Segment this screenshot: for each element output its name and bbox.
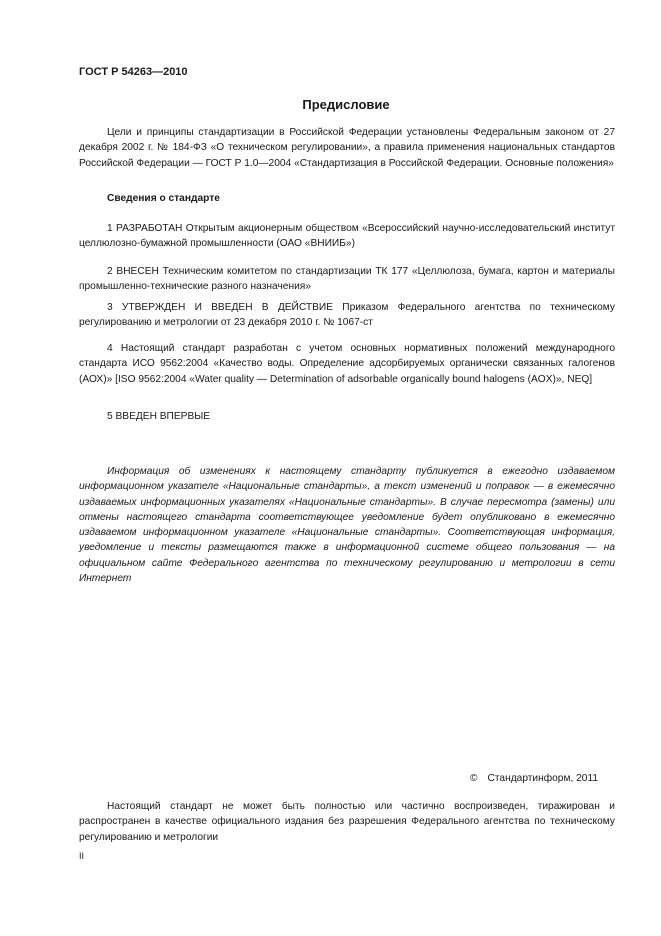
info-item-3 — [79, 300, 615, 331]
info-item-text: 3 УТВЕРЖДЕН И ВВЕДЕН В ДЕЙСТВИЕ Приказом Федерального агентства по техническому регулированию и метрологии от 23 декабря 2010 г. № 1067-ст — [79, 302, 615, 329]
intro-text: Цели и принципы стандартизации в Российской Федерации установлены Федеральным законом от 27 декабря 2002 г. № 184-ФЗ «О техническом регулировании», а правила применения национальных стандартов Российской Федерации — ГОСТ Р 1.0—2004 «Стандартизация в Российской Федерации. Основные положения» — [79, 127, 615, 169]
info-item-text: 1 РАЗРАБОТАН Открытым акционерным обществом «Всероссийский научно-исследовательский институт целлюлозно-бумажной промышленности (ОАО «ВНИИБ») — [79, 223, 615, 250]
reproduction-notice-text: Настоящий стандарт не может быть полностью или частично воспроизведен, тиражирован и распространен в качестве официального издания без разрешения Федерального агентства по техническому регулированию и метрологии — [79, 801, 615, 843]
info-item-4 — [79, 341, 615, 387]
intro-paragraph — [79, 125, 615, 171]
copyright-symbol: © — [470, 773, 478, 784]
changes-notice-text: Информация об изменениях к настоящему стандарту публикуется в ежегодно издаваемом информационном указателе «Национальные стандарты», а текст изменений и поправок — в ежемесячно издаваемых информационных указателях «Национальные стандарты». В случае пересмотра (замены) или отмены настоящего стандарта соответствующее уведомление будет опубликовано в ежемесячно издаваемом информационном указателе «Национальные стандарты». Соответствующая информация, уведомление и тексты размещаются также в информационной системе общего пользования — на официальном сайте Федерального агентства по техническому регулированию и метрологии в сети Интернет — [79, 466, 615, 585]
info-item-text: 2 ВНЕСЕН Техническим комитетом по стандартизации ТК 177 «Целлюлоза, бумага, картон и материалы промышленно-технические разного назначения» — [79, 266, 615, 293]
reproduction-notice — [79, 799, 615, 845]
copyright-text: Стандартинформ, 2011 — [487, 773, 599, 784]
page-number: II — [79, 851, 85, 861]
info-item-text: 4 Настоящий стандарт разработан с учетом основных нормативных положений международного стандарта ИСО 9562:2004 «Качество воды. Определение адсорбируемых органически связанных галогенов (АОХ)» [ISO 9562:2004 «Water quality — Determination of adsorbable organically bound halogens (AOX)», NEQ] — [79, 343, 615, 385]
changes-notice — [79, 464, 615, 586]
page-title: Предисловие — [302, 97, 390, 112]
info-item-1 — [79, 221, 615, 252]
document-code: ГОСТ Р 54263—2010 — [79, 66, 188, 78]
copyright — [470, 773, 598, 784]
info-item-text: 5 ВВЕДЕН ВПЕРВЫЕ — [107, 411, 211, 422]
section-heading: Сведения о стандарте — [107, 193, 220, 204]
info-item-2 — [79, 264, 615, 295]
info-item-5 — [79, 409, 615, 424]
